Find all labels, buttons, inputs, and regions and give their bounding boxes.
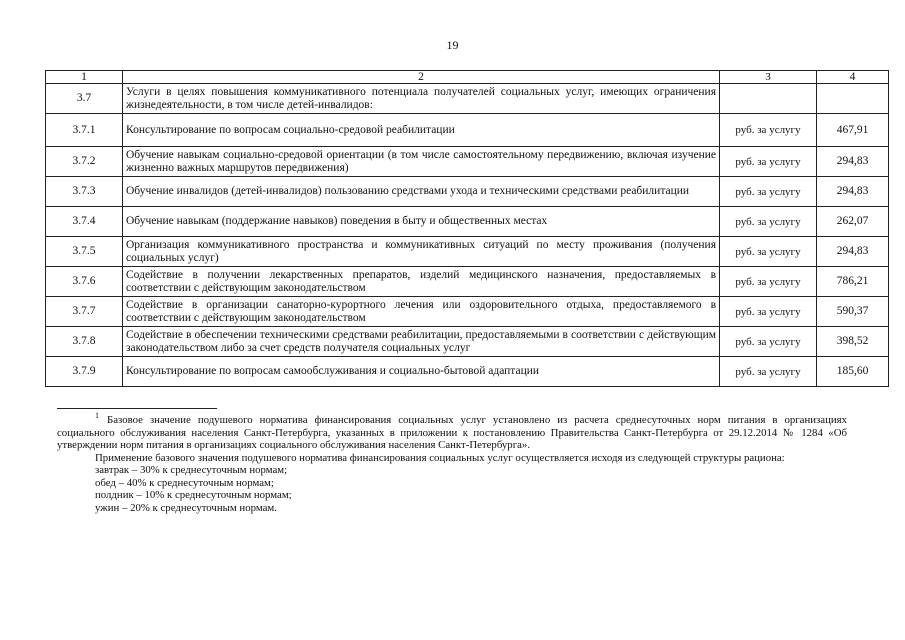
service-unit: руб. за услугу: [720, 177, 817, 207]
ration-item: ужин – 20% к среднесуточным нормам.: [95, 501, 277, 514]
footnote-divider: [57, 408, 217, 409]
service-row: [46, 297, 889, 327]
service-name: Обучение навыкам (поддержание навыков) поведения в быту и общественных местах: [123, 207, 720, 237]
service-code: 3.7.5: [46, 237, 123, 267]
service-unit: руб. за услугу: [720, 327, 817, 357]
page-number: 19: [446, 38, 459, 52]
service-unit: руб. за услугу: [720, 267, 817, 297]
footnote-marker: 1: [95, 411, 99, 421]
service-row: [46, 267, 889, 297]
service-price: 185,60: [817, 357, 889, 387]
footnote-paragraph-2: Применение базового значения подушевого норматива финансирования социальных услуг осуществляется исходя из следующей структуры рациона:: [95, 451, 785, 464]
service-name: Обучение инвалидов (детей-инвалидов) пользованию средствами ухода и техническими средствами реабилитации: [123, 177, 720, 207]
service-code: 3.7.3: [46, 177, 123, 207]
header-col-4: 4: [817, 71, 889, 84]
footnote-paragraph-1: [57, 411, 847, 452]
service-price: 786,21: [817, 267, 889, 297]
section-title: Услуги в целях повышения коммуникативного потенциала получателей социальных услуг, имеющих ограничения жизнедеятельности, в том числе детей-инвалидов:: [123, 84, 720, 114]
service-code: 3.7.8: [46, 327, 123, 357]
service-code: 3.7.6: [46, 267, 123, 297]
service-code: 3.7.7: [46, 297, 123, 327]
service-price: 590,37: [817, 297, 889, 327]
footnote-text-1: Базовое значение подушевого норматива финансирования социальных услуг установлено из расчета среднесуточных норм питания в организациях социального обслуживания населения Санкт-Петербурга, указанных в приложении к постановлению Правительства Санкт-Петербурга от 29.12.2014 № 1284 «Об утверждении норм питания в организациях социального обслуживания населения Санкт-Петербурга».: [57, 414, 847, 451]
service-code: 3.7.2: [46, 147, 123, 177]
section-value-empty: [817, 84, 889, 114]
ration-item: обед – 40% к среднесуточным нормам;: [95, 476, 274, 489]
service-row: [46, 207, 889, 237]
ration-structure-list: [95, 464, 847, 514]
service-unit: руб. за услугу: [720, 357, 817, 387]
service-code: 3.7.1: [46, 114, 123, 147]
service-name: Содействие в обеспечении техническими средствами реабилитации, предоставляемыми в соответствии с действующим законодательством либо за счет средств получателя социальных услуг: [123, 327, 720, 357]
service-row: [46, 357, 889, 387]
service-row: [46, 327, 889, 357]
service-price: 294,83: [817, 147, 889, 177]
service-code: 3.7.9: [46, 357, 123, 387]
service-price: 467,91: [817, 114, 889, 147]
service-row: [46, 147, 889, 177]
header-col-2: 2: [123, 71, 720, 84]
section-row: [46, 84, 889, 114]
service-code: 3.7.4: [46, 207, 123, 237]
service-name: Содействие в организации санаторно-курортного лечения или оздоровительного отдыха, предоставляемого в соответствии с действующим законодательством: [123, 297, 720, 327]
service-unit: руб. за услугу: [720, 297, 817, 327]
service-unit: руб. за услугу: [720, 147, 817, 177]
header-col-1: 1: [46, 71, 123, 84]
service-price: 294,83: [817, 237, 889, 267]
service-name: Консультирование по вопросам социально-средовой реабилитации: [123, 114, 720, 147]
header-col-3: 3: [720, 71, 817, 84]
service-row: [46, 114, 889, 147]
service-unit: руб. за услугу: [720, 237, 817, 267]
service-row: [46, 237, 889, 267]
service-unit: руб. за услугу: [720, 207, 817, 237]
footnote: [57, 411, 847, 514]
services-table: [45, 70, 889, 387]
service-price: 294,83: [817, 177, 889, 207]
service-price: 398,52: [817, 327, 889, 357]
service-price: 262,07: [817, 207, 889, 237]
ration-item: полдник – 10% к среднесуточным нормам;: [95, 489, 292, 501]
service-name: Обучение навыкам социально-средовой ориентации (в том числе самостоятельному передвижению, включая изучение жизненно важных маршрутов передвижения): [123, 147, 720, 177]
service-unit: руб. за услугу: [720, 114, 817, 147]
table-header-row: [46, 71, 889, 84]
service-name: Содействие в получении лекарственных препаратов, изделий медицинского назначения, предоставляемых в соответствии с действующим законодательством: [123, 267, 720, 297]
section-code: 3.7: [46, 84, 123, 114]
section-unit-empty: [720, 84, 817, 114]
service-row: [46, 177, 889, 207]
ration-item: завтрак – 30% к среднесуточным нормам;: [95, 464, 288, 476]
service-name: Консультирование по вопросам самообслуживания и социально-бытовой адаптации: [123, 357, 720, 387]
service-name: Организация коммуникативного пространства и коммуникативных ситуаций по месту проживания (получения социальных услуг): [123, 237, 720, 267]
